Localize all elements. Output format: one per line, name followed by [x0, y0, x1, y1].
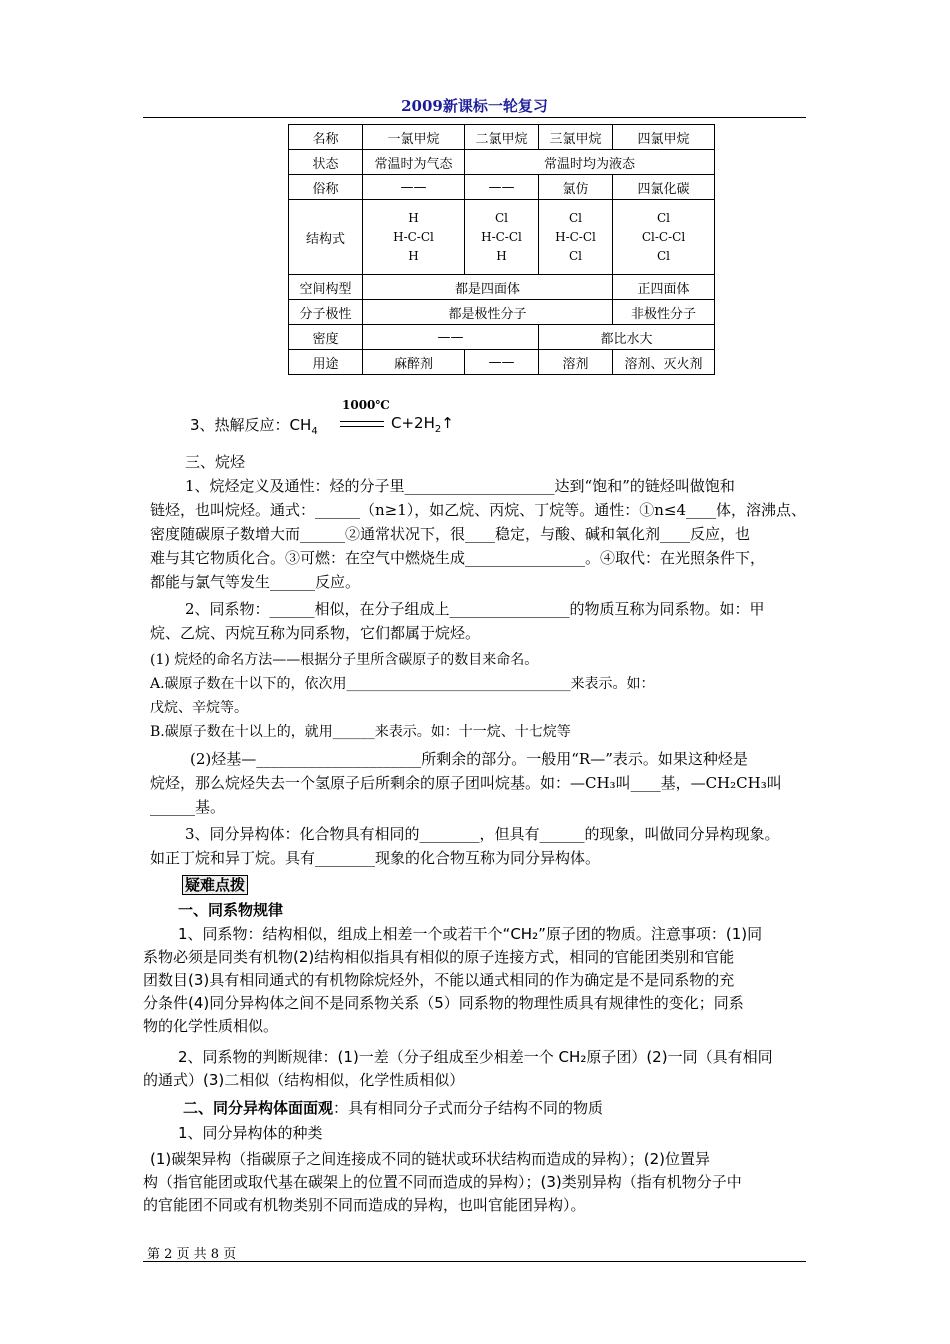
- table-row: [289, 275, 715, 300]
- paragraph-line: 分条件(4)同分异构体之间不是同系物关系（5）同系物的物理性质具有规律性的变化；同系: [143, 994, 744, 1012]
- table-cell: 俗称: [289, 175, 363, 200]
- formula-line: Cl: [656, 210, 671, 225]
- paragraph-line: 1、同系物：结构相似，组成上相差一个或若干个“CH₂”原子团的物质。注意事项：(1)同: [178, 925, 763, 943]
- structural-formula: [393, 209, 434, 266]
- reaction-condition: 1000℃: [342, 398, 390, 412]
- table-cell: 溶剂: [539, 350, 613, 375]
- table-cell: 分子极性: [289, 300, 363, 325]
- table-cell: 一氯甲烷: [363, 125, 465, 150]
- reaction-products: [391, 414, 454, 435]
- table-row: [289, 150, 715, 175]
- formula-line: H: [496, 248, 507, 263]
- paragraph-line: 团数目(3)具有相同通式的有机物除烷烃外，不能以通式相同的作为确定是不是同系物的充: [143, 971, 735, 989]
- paragraph-line: 密度随碳原子数增大而______②通常状况下，很____稳定，与酸、碱和氧化剂____反应，也: [150, 525, 751, 543]
- section-heading: 三、烷烃: [185, 453, 246, 471]
- paragraph-line: 物的化学性质相似。: [143, 1017, 279, 1035]
- table-cell: 四氯甲烷: [613, 125, 715, 150]
- section-title-line: [183, 1097, 603, 1120]
- paragraph-line: (1)碳架异构（指碳原子之间连接成不同的链状或环状结构而造成的异构）；(2)位置异: [150, 1150, 710, 1168]
- formula-line: Cl: [494, 210, 509, 225]
- table-row: [289, 325, 715, 350]
- table-cell: 空间构型: [289, 275, 363, 300]
- table-row: [289, 350, 715, 375]
- table-cell: 三氯甲烷: [539, 125, 613, 150]
- table-cell: 四氯化碳: [613, 175, 715, 200]
- chloromethane-table: [288, 124, 715, 375]
- paragraph-line: 都能与氯气等发生______反应。: [150, 573, 361, 591]
- paragraph-line: 戊烷、辛烷等。: [150, 700, 248, 716]
- structural-formula: [481, 209, 522, 266]
- formula-line: H-C-Cl: [393, 229, 434, 244]
- equal-sign-line: [340, 421, 384, 422]
- paragraph-line: A.碳原子数在十以下的，依次用________________________________来表示。如：: [150, 676, 655, 692]
- subscript: 4: [311, 426, 318, 437]
- paragraph-line: 2、同系物：______相似，在分子组成上________________的物质互称为同系物。如：甲: [185, 600, 765, 618]
- table-cell: 都是四面体: [363, 275, 613, 300]
- paragraph-line: 难与其它物质化合。③可燃：在空气中燃烧生成________________。④取代：在光照条件下，: [150, 549, 766, 567]
- table-cell: ——: [363, 175, 465, 200]
- table-cell: 溶剂、灭火剂: [613, 350, 715, 375]
- structure-cell: [539, 200, 613, 275]
- table-cell: 密度: [289, 325, 363, 350]
- formula-line: H-C-Cl: [555, 229, 596, 244]
- paragraph-line: B.碳原子数在十以上的，就用______来表示。如：十一烷、十七烷等: [150, 724, 571, 740]
- table-cell: 结构式: [289, 200, 363, 275]
- formula-line: Cl: [568, 210, 583, 225]
- table-cell: 常温时均为液态: [465, 150, 715, 175]
- structural-formula: [555, 209, 596, 266]
- section-title: 二、同分异构体面面观: [183, 1099, 334, 1117]
- paragraph-line: 烷、乙烷、丙烷互称为同系物，它们都属于烷烃。: [150, 624, 481, 642]
- difficulty-label: [182, 873, 248, 897]
- pyrolysis-reaction: [190, 414, 318, 437]
- difficulty-label-text: 疑难点拨: [182, 875, 248, 895]
- reaction-label: 3、热解反应：CH: [190, 416, 312, 434]
- equal-sign-line: [340, 426, 384, 427]
- structure-cell: [465, 200, 539, 275]
- table-cell: ——: [465, 175, 539, 200]
- paragraph-line: ______基。: [150, 798, 226, 816]
- structure-cell: [363, 200, 465, 275]
- table-cell: 都比水大: [539, 325, 715, 350]
- structure-cell: [613, 200, 715, 275]
- table-row: [289, 200, 715, 275]
- footer-rule: [143, 1261, 806, 1262]
- page-footer: 第 2 页 共 8 页: [147, 1247, 237, 1262]
- table-cell: 二氯甲烷: [465, 125, 539, 150]
- header-rule: [143, 117, 806, 118]
- table-cell: 名称: [289, 125, 363, 150]
- formula-line: Cl: [656, 248, 671, 263]
- formula-line: Cl: [568, 248, 583, 263]
- table-cell: ——: [465, 350, 539, 375]
- paragraph-line: 3、同分异构体：化合物具有相同的________，但具有______的现象，叫做同分异构现象。: [185, 825, 780, 843]
- paragraph-line: 1、同分异构体的种类: [178, 1124, 323, 1142]
- paragraph-line: 1、烷烃定义及通性：烃的分子里____________________达到“饱和”的链烃叫做饱和: [185, 477, 735, 495]
- table-row: [289, 300, 715, 325]
- table-cell: 状态: [289, 150, 363, 175]
- subscript: 2: [434, 424, 442, 435]
- table-row: [289, 175, 715, 200]
- formula-line: H-C-Cl: [481, 229, 522, 244]
- paragraph-line: 链烃，也叫烷烃。通式：______（n≥1），如乙烷、丙烷、丁烷等。通性：①n≤4____体，溶沸点、: [150, 501, 807, 519]
- formula-line: H: [408, 210, 419, 225]
- structural-formula: [642, 209, 685, 266]
- table-cell: 麻醉剂: [363, 350, 465, 375]
- paragraph-line: (2)烃基—______________________所剩余的部分。一般用“R—”表示。如果这种烃是: [190, 750, 748, 768]
- page-header: 2009新课标一轮复习: [401, 97, 548, 115]
- table-cell: 用途: [289, 350, 363, 375]
- table-cell: 常温时为气态: [363, 150, 465, 175]
- paragraph-line: 2、同系物的判断规律：(1)一差（分子组成至少相差一个 CH₂原子团）(2)一同（具有相同: [178, 1048, 773, 1066]
- paragraph-line: 的通式）(3)二相似（结构相似，化学性质相似）: [143, 1071, 465, 1089]
- paragraph-line: 烷烃，那么烷烃失去一个氢原子后所剩余的原子团叫烷基。如：—CH₃叫____基，—CH₂CH₃叫: [150, 774, 782, 792]
- paragraph-line: (1) 烷烃的命名方法——根据分子里所含碳原子的数目来命名。: [150, 652, 539, 668]
- formula-line: Cl-C-Cl: [641, 229, 686, 244]
- table-row: [289, 125, 715, 150]
- formula-line: H: [408, 248, 419, 263]
- up-arrow-icon: ↑: [441, 414, 454, 432]
- table-cell: 非极性分子: [613, 300, 715, 325]
- section-title: 一、同系物规律: [178, 901, 284, 919]
- section-description: ：具有相同分子式而分子结构不同的物质: [333, 1099, 604, 1117]
- paragraph-line: 构（指官能团或取代基在碳架上的位置不同而造成的异构）；(3)类别异构（指有机物分子中: [143, 1173, 742, 1191]
- paragraph-line: 的官能团不同或有机物类别不同而造成的异构，也叫官能团异构）。: [143, 1196, 586, 1214]
- paragraph-line: 如正丁烷和异丁烷。具有________现象的化合物互称为同分异构体。: [150, 849, 601, 867]
- products-text: C+2H: [391, 414, 435, 432]
- paragraph-line: 系物必须是同类有机物(2)结构相似指具有相似的原子连接方式，相同的官能团类别和官能: [143, 948, 735, 966]
- table-cell: 氯仿: [539, 175, 613, 200]
- table-cell: 正四面体: [613, 275, 715, 300]
- table-cell: ——: [363, 325, 539, 350]
- table-cell: 都是极性分子: [363, 300, 613, 325]
